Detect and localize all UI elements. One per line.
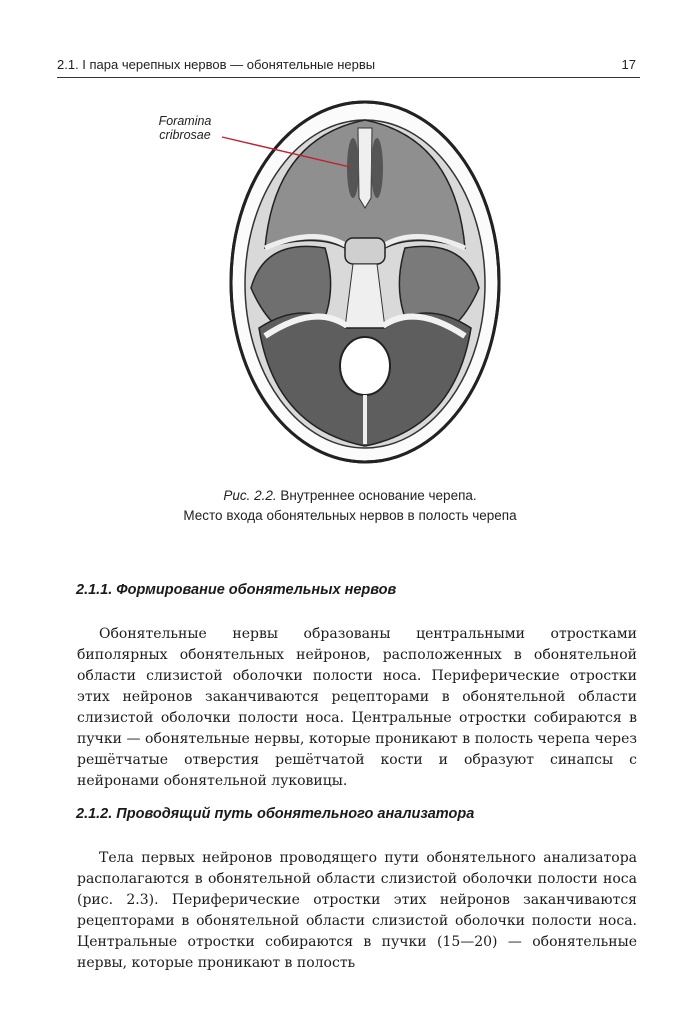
foramen-magnum [340, 337, 390, 395]
crista-galli [358, 128, 372, 208]
sella-turcica [345, 238, 385, 264]
running-head [57, 53, 640, 78]
figure-caption [100, 486, 600, 526]
skull-base-illustration [225, 98, 505, 466]
section-heading-2-1-2: 2.1.2. Проводящий путь обонятельного анализатора [76, 806, 475, 822]
page-number: 17 [621, 57, 636, 72]
caption-line-2: Место входа обонятельных нервов в полость черепа [183, 508, 517, 523]
figure-callout-label: Foramina cribrosae [158, 114, 212, 142]
caption-label: Рис. 2.2. [223, 488, 277, 503]
cribriform-plate-left [347, 138, 359, 198]
section-heading-2-1-1: 2.1.1. Формирование обонятельных нервов [76, 582, 397, 598]
cribriform-plate-right [371, 138, 383, 198]
section-body-2-1-1: Обонятельные нервы образованы центральными отростками биполярных обонятельных нейронов, расположенных в обонятельной области слизистой оболочки полости носа. Периферические отростки этих нейронов заканчиваются рецепторами в обонятельной области слизистой оболочки полости носа. Центральные отростки собираются в пучки — обонятельные нервы, которые проникают в полость черепа через решётчатые отверстия решётчатой кости и образуют синапсы с нейронами обонятельной луковицы. [77, 626, 637, 789]
running-head-title: 2.1. I пара черепных нервов — обонятельные нервы [57, 57, 376, 72]
caption-line-1: Внутреннее основание черепа. [280, 488, 477, 503]
section-body-2-1-2: Тела первых нейронов проводящего пути обонятельного анализатора располагаются в обонятельной области слизистой оболочки полости носа (рис. 2.3). Периферические отростки этих нейронов заканчиваются рецепторами в обонятельной области слизистой оболочки полости носа. Центральные отростки собираются в пучки (15—20) — обонятельные нервы, которые проникают в полость [77, 850, 637, 971]
